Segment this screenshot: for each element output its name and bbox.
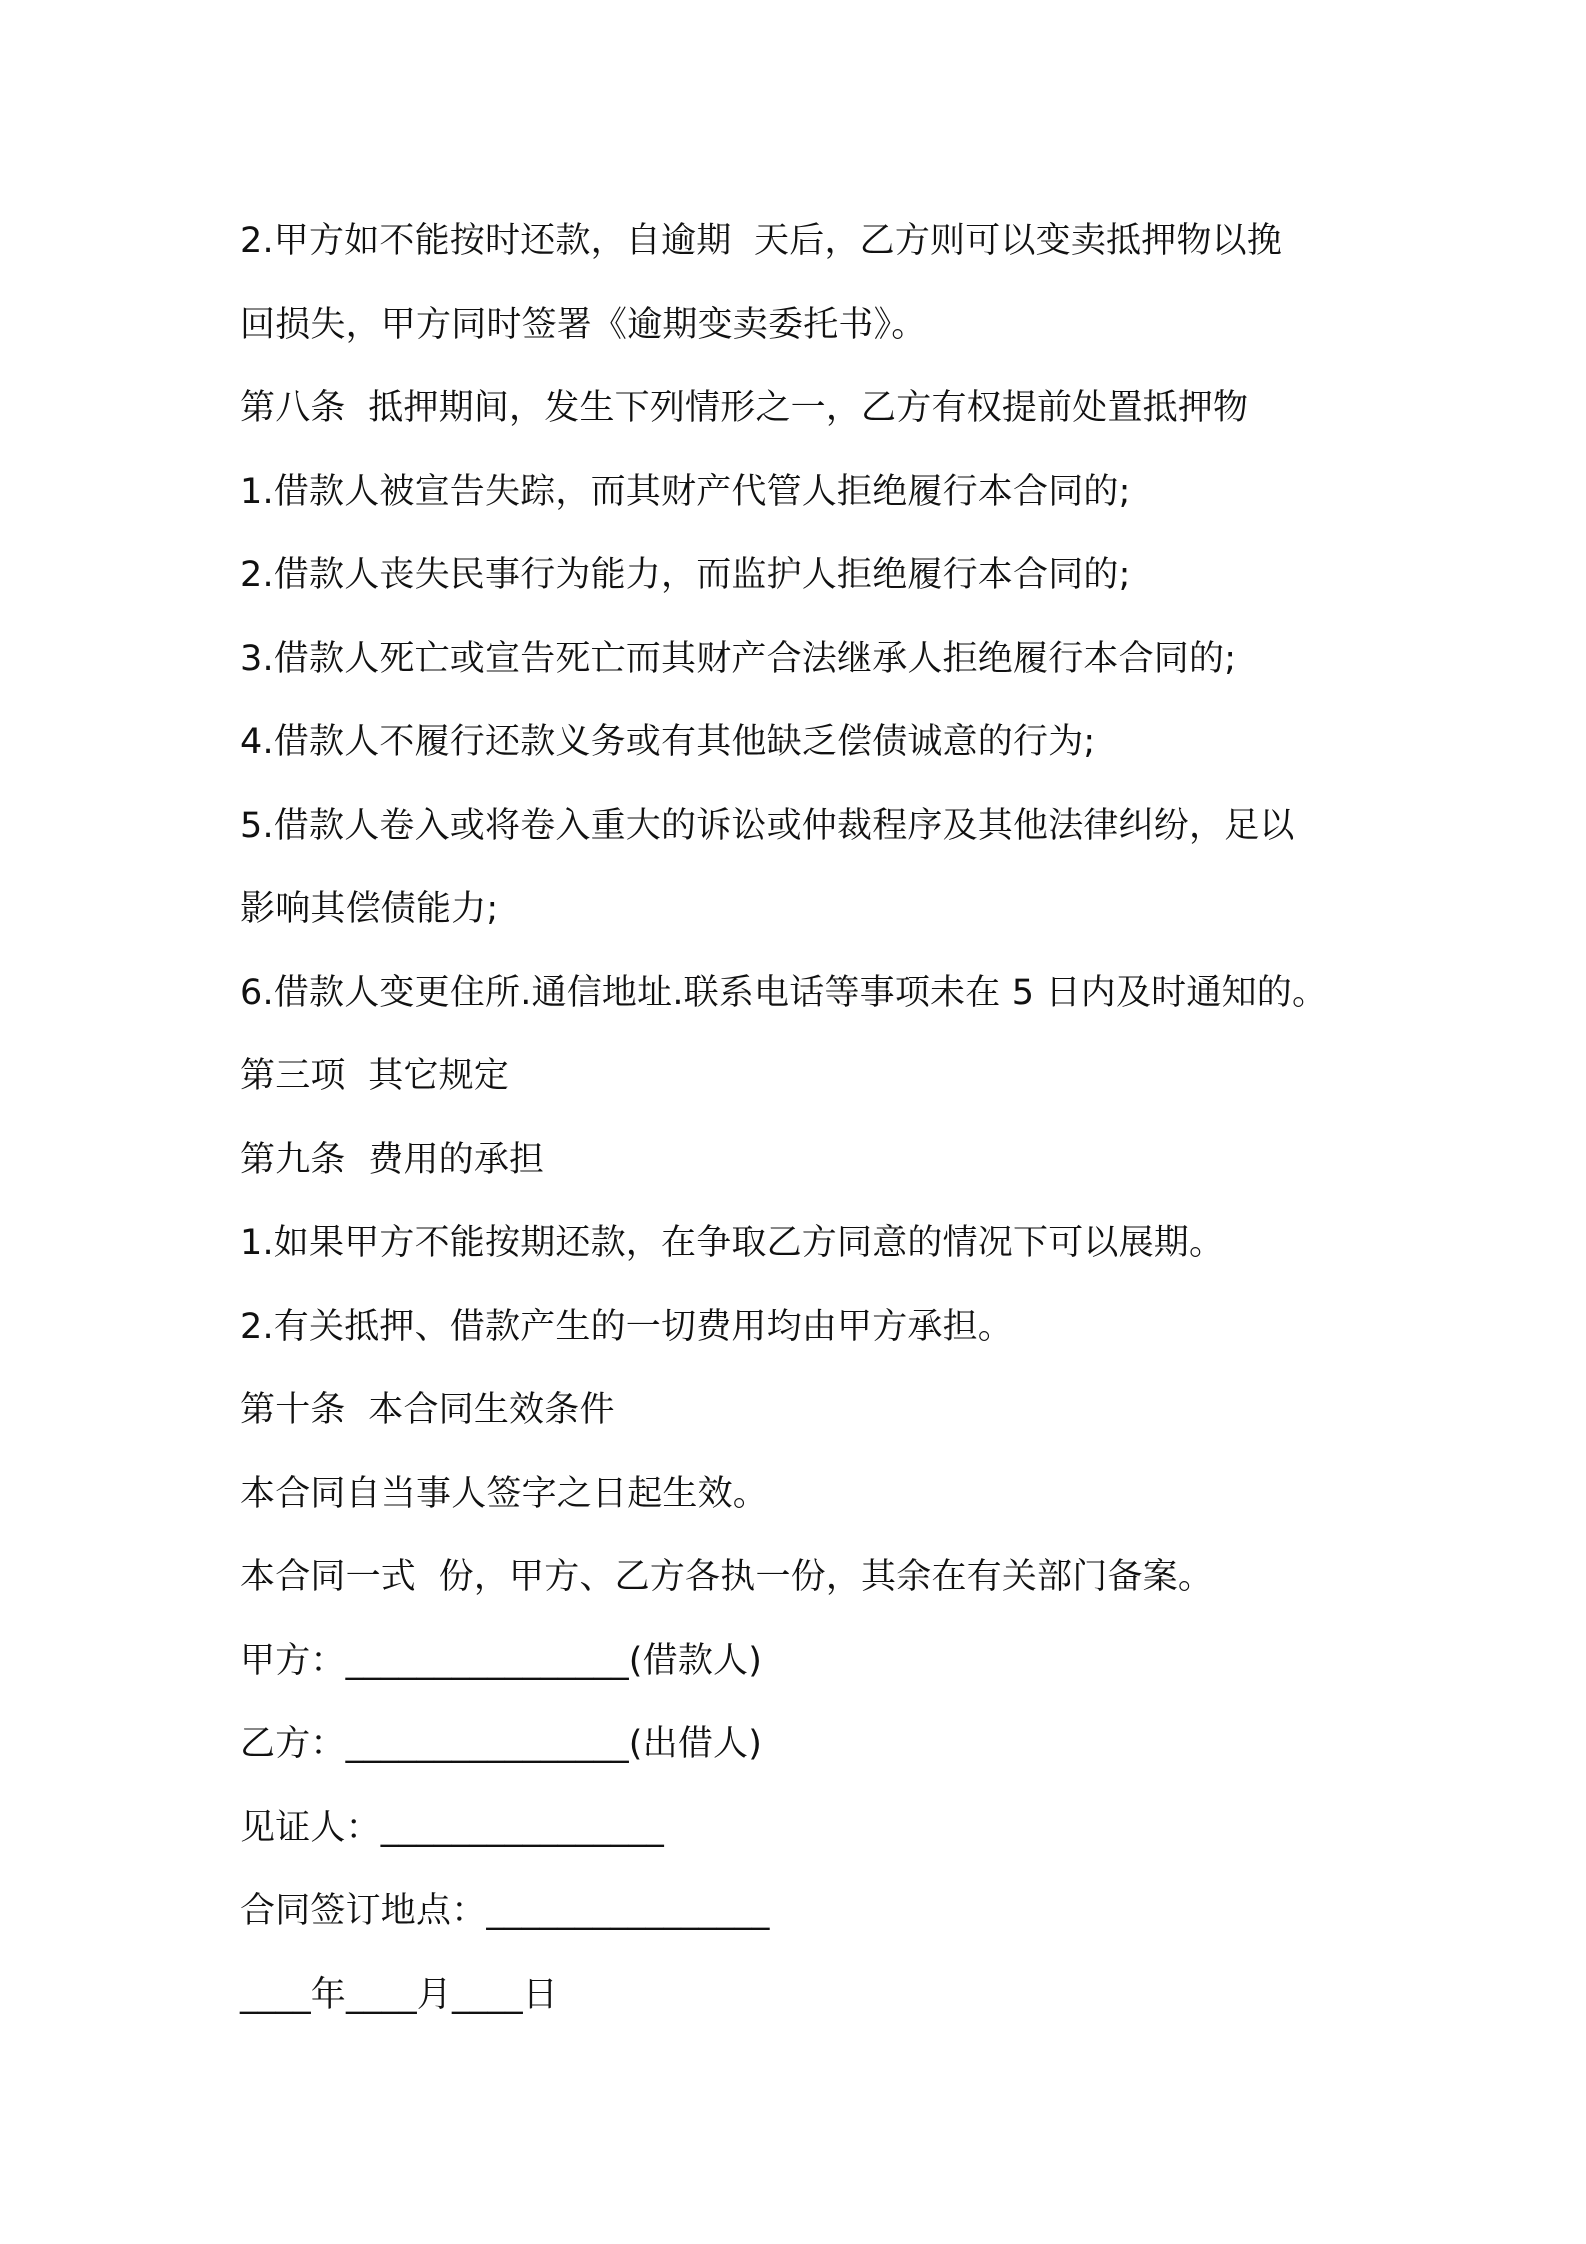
signing-location-line: 合同签订地点：________________	[240, 1891, 770, 1931]
article-8-item-2: 2.借款人丧失民事行为能力，而监护人拒绝履行本合同的;	[240, 555, 1131, 595]
article-8-item-3: 3.借款人死亡或宣告死亡而其财产合法继承人拒绝履行本合同的;	[240, 638, 1237, 679]
party-a-signature-line: 甲方：________________(借款人)	[240, 1640, 763, 1681]
article-9-item-2: 2.有关抵押、借款产生的一切费用均由甲方承担。	[240, 1306, 1013, 1347]
document-body	[240, 200, 1380, 2037]
article-8-item-5-line-1: 5.借款人卷入或将卷入重大的诉讼或仲裁程序及其他法律纠纷，足以	[240, 805, 1295, 846]
section-3-heading: 第三项 其它规定	[240, 1056, 510, 1096]
article-8-item-1: 1.借款人被宣告失踪，而其财产代管人拒绝履行本合同的;	[240, 471, 1131, 512]
article-10-heading: 第十条 本合同生效条件	[240, 1390, 615, 1430]
article-8-item-6: 6.借款人变更住所.通信地址.联系电话等事项未在 5 日内及时通知的。	[240, 972, 1328, 1013]
party-b-signature-line: 乙方：________________(出借人)	[240, 1724, 763, 1764]
article-9-item-1: 1.如果甲方不能按期还款，在争取乙方同意的情况下可以展期。	[240, 1223, 1225, 1263]
signing-date-line: ____年____月____日	[240, 1974, 559, 2015]
article-10-effective-text: 本合同自当事人签字之日起生效。	[240, 1473, 769, 1514]
clause-7-item-2-line-1: 2.甲方如不能按时还款，自逾期 天后，乙方则可以变卖抵押物以挽	[240, 221, 1283, 261]
article-9-heading: 第九条 费用的承担	[240, 1139, 545, 1180]
article-8-heading: 第八条 抵押期间，发生下列情形之一，乙方有权提前处置抵押物	[240, 388, 1249, 428]
article-8-item-4: 4.借款人不履行还款义务或有其他缺乏偿债诚意的行为;	[240, 722, 1096, 762]
article-10-copies-text: 本合同一式 份，甲方、乙方各执一份，其余在有关部门备案。	[240, 1557, 1214, 1597]
clause-7-item-2-line-2: 回损失，甲方同时签署《逾期变卖委托书》。	[240, 304, 927, 345]
witness-signature-line: 见证人：________________	[240, 1807, 665, 1848]
article-8-item-5-line-2: 影响其偿债能力;	[240, 889, 499, 929]
